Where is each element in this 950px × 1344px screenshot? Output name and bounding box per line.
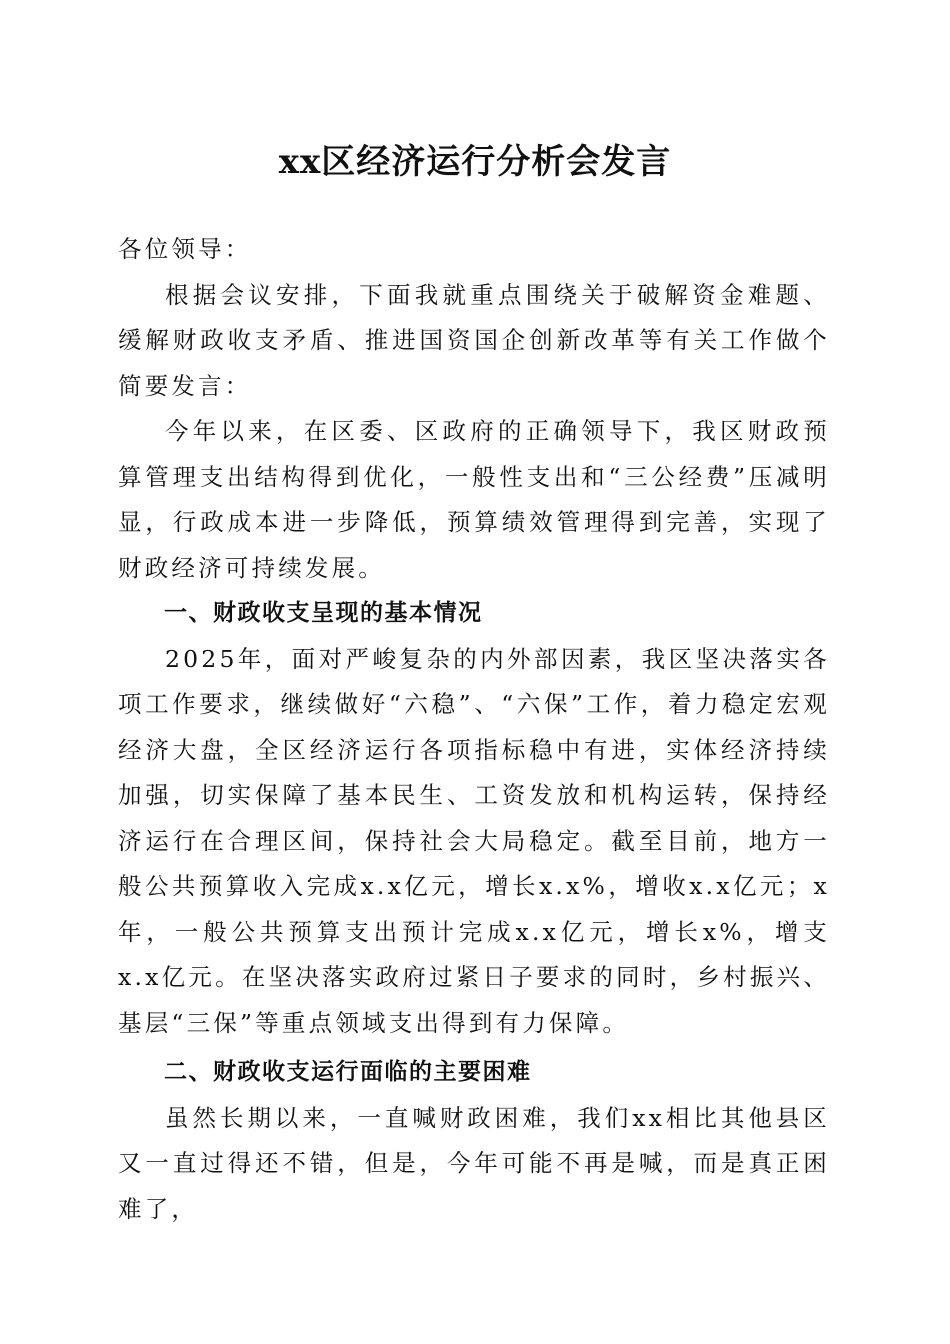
- section-2-paragraph: 虽然长期以来，一直喊财政困难，我们xx相比其他县区又一直过得还不错，但是，今年可能不再是喊，而是真正困难了，: [118, 1103, 830, 1223]
- paragraph-overview: 今年以来，在区委、区政府的正确领导下，我区财政预算管理支出结构得到优化，一般性支出和“三公经费”压减明显，行政成本进一步降低，预算绩效管理得到完善，实现了财政经济可持续发展。: [118, 417, 830, 582]
- paragraph-intro: 根据会议安排，下面我就重点围绕关于破解资金难题、缓解财政收支矛盾、推进国资国企创新改革等有关工作做个简要发言：: [118, 280, 830, 400]
- section-heading-2: 二、财政收支运行面临的主要困难: [164, 1059, 532, 1085]
- document-title: xx区经济运行分析会发言: [278, 142, 672, 182]
- section-heading-1: 一、财政收支呈现的基本情况: [164, 600, 483, 626]
- section-1-paragraph: 2025年，面对严峻复杂的内外部因素，我区坚决落实各项工作要求，继续做好“六稳”、“六保”工作，着力稳定宏观经济大盘，全区经济运行各项指标稳中有进，实体经济持续加强，切实保障了基本民生、工资发放和机构运转，保持经济运行在合理区间，保持社会大局稳定。截至目前，地方一般公共预算收入完成x.x亿元，增长x.x%，增收x.x亿元；x年，一般公共预算支出预计完成x.x亿元，增长x%，增支x.x亿元。在坚决落实政府过紧日子要求的同时，乡村振兴、基层“三保”等重点领域支出得到有力保障。: [118, 644, 830, 1037]
- document-body: [118, 227, 830, 1232]
- salutation: 各位领导：: [118, 235, 252, 263]
